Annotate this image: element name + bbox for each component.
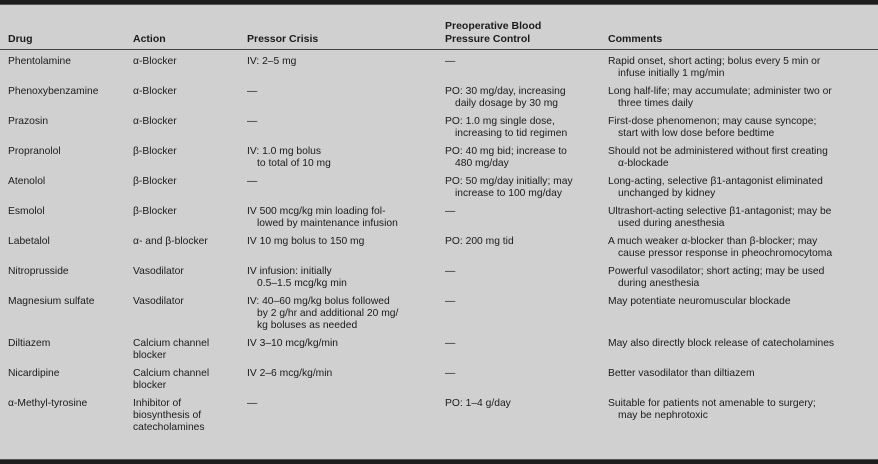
cell-line: α-Blocker xyxy=(133,56,177,67)
cell-line: Nicardipine xyxy=(8,368,60,379)
cell-preop xyxy=(437,336,600,366)
cell-line: three times daily xyxy=(618,98,693,109)
cell-line: May potentiate neuromuscular blockade xyxy=(608,296,791,307)
cell-pressor xyxy=(239,174,437,204)
table-row xyxy=(0,144,878,174)
cell-drug xyxy=(0,264,125,294)
cell-line: Phentolamine xyxy=(8,56,71,67)
cell-line: — xyxy=(247,86,258,97)
cell-line: IV: 2–5 mg xyxy=(247,56,297,67)
cell-line: unchanged by kidney xyxy=(618,188,716,199)
cell-preop xyxy=(437,144,600,174)
cell-line: Magnesium sulfate xyxy=(8,296,95,307)
cell-preop xyxy=(437,50,600,85)
cell-line: Atenolol xyxy=(8,176,46,187)
cell-line: — xyxy=(445,266,456,277)
cell-action xyxy=(125,50,239,85)
cell-line: IV: 1.0 mg bolus xyxy=(247,146,322,157)
header-drug xyxy=(0,5,125,50)
cell-pressor xyxy=(239,294,437,336)
cell-action xyxy=(125,204,239,234)
cell-comments xyxy=(600,366,878,396)
cell-drug xyxy=(0,336,125,366)
cell-line: PO: 1–4 g/day xyxy=(445,398,511,409)
cell-line: infuse initially 1 mg/min xyxy=(618,68,725,79)
cell-line: Action xyxy=(133,33,166,45)
cell-line: PO: 1.0 mg single dose, xyxy=(445,116,555,127)
cell-comments xyxy=(600,336,878,366)
cell-comments xyxy=(600,204,878,234)
cell-line: Drug xyxy=(8,33,33,45)
cell-comments xyxy=(600,294,878,336)
table-row xyxy=(0,294,878,336)
cell-drug xyxy=(0,366,125,396)
cell-line: kg boluses as needed xyxy=(257,320,358,331)
cell-comments xyxy=(600,174,878,204)
cell-line: used during anesthesia xyxy=(618,218,725,229)
cell-action xyxy=(125,234,239,264)
cell-line: IV: 40–60 mg/kg bolus followed xyxy=(247,296,390,307)
cell-line: Phenoxybenzamine xyxy=(8,86,99,97)
table-body xyxy=(0,50,878,439)
cell-line: start with low dose before bedtime xyxy=(618,128,775,139)
cell-line: IV 3–10 mcg/kg/min xyxy=(247,338,338,349)
table-frame xyxy=(0,4,878,460)
cell-line: — xyxy=(445,206,456,217)
table-row xyxy=(0,84,878,114)
cell-line: 0.5–1.5 mcg/kg min xyxy=(257,278,347,289)
cell-pressor xyxy=(239,264,437,294)
cell-line: Pressor Crisis xyxy=(247,33,319,45)
cell-comments xyxy=(600,84,878,114)
cell-line: — xyxy=(247,398,258,409)
cell-preop xyxy=(437,396,600,438)
cell-line: β-Blocker xyxy=(133,176,177,187)
cell-line: Comments xyxy=(608,33,663,45)
cell-line: may be nephrotoxic xyxy=(618,410,708,421)
cell-line: — xyxy=(445,338,456,349)
cell-line: Should not be administered without first creating xyxy=(608,146,828,157)
table-row xyxy=(0,234,878,264)
cell-drug xyxy=(0,204,125,234)
cell-line: daily dosage by 30 mg xyxy=(455,98,559,109)
cell-line: PO: 30 mg/day, increasing xyxy=(445,86,566,97)
cell-line: catecholamines xyxy=(133,422,205,433)
cell-drug xyxy=(0,234,125,264)
cell-pressor xyxy=(239,144,437,174)
cell-line: PO: 40 mg bid; increase to xyxy=(445,146,567,157)
cell-line: — xyxy=(445,296,456,307)
cell-preop xyxy=(437,84,600,114)
cell-line: α-blockade xyxy=(618,158,669,169)
cell-line: Labetalol xyxy=(8,236,50,247)
cell-pressor xyxy=(239,336,437,366)
cell-line: PO: 200 mg tid xyxy=(445,236,514,247)
cell-preop xyxy=(437,294,600,336)
table-row xyxy=(0,264,878,294)
cell-line: Preoperative Blood xyxy=(445,20,542,32)
cell-action xyxy=(125,366,239,396)
cell-pressor xyxy=(239,234,437,264)
cell-action xyxy=(125,294,239,336)
cell-drug xyxy=(0,114,125,144)
cell-drug xyxy=(0,50,125,85)
cell-line: — xyxy=(247,116,258,127)
cell-line: Vasodilator xyxy=(133,266,184,277)
cell-drug xyxy=(0,84,125,114)
cell-line: Suitable for patients not amenable to surgery; xyxy=(608,398,816,409)
cell-line: α- and β-blocker xyxy=(133,236,208,247)
cell-preop xyxy=(437,264,600,294)
cell-line: biosynthesis of xyxy=(133,410,202,421)
cell-comments xyxy=(600,114,878,144)
table-row xyxy=(0,114,878,144)
cell-drug xyxy=(0,294,125,336)
header-action xyxy=(125,5,239,50)
cell-line: cause pressor response in pheochromocytoma xyxy=(618,248,833,259)
header-preop-bp-control xyxy=(437,5,600,50)
cell-line: α-Blocker xyxy=(133,86,177,97)
cell-drug xyxy=(0,396,125,438)
cell-action xyxy=(125,264,239,294)
cell-action xyxy=(125,84,239,114)
cell-action xyxy=(125,114,239,144)
cell-line: Pressure Control xyxy=(445,33,531,45)
cell-pressor xyxy=(239,366,437,396)
cell-comments xyxy=(600,50,878,85)
cell-line: β-Blocker xyxy=(133,206,177,217)
cell-line: Propranolol xyxy=(8,146,61,157)
cell-pressor xyxy=(239,84,437,114)
cell-pressor xyxy=(239,114,437,144)
table-row xyxy=(0,336,878,366)
cell-line: IV 10 mg bolus to 150 mg xyxy=(247,236,365,247)
cell-action xyxy=(125,174,239,204)
cell-line: IV 500 mcg/kg min loading fol- xyxy=(247,206,386,217)
header-row xyxy=(0,5,878,50)
cell-line: — xyxy=(247,176,258,187)
cell-line: IV infusion: initially xyxy=(247,266,332,277)
header-pressor-crisis xyxy=(239,5,437,50)
cell-line: A much weaker α-blocker than β-blocker; may xyxy=(608,236,818,247)
cell-line: Calcium channel xyxy=(133,338,210,349)
cell-line: First-dose phenomenon; may cause syncope; xyxy=(608,116,817,127)
drug-table xyxy=(0,5,878,438)
cell-line: — xyxy=(445,368,456,379)
cell-line: lowed by maintenance infusion xyxy=(257,218,398,229)
cell-line: Better vasodilator than diltiazem xyxy=(608,368,755,379)
cell-line: increasing to tid regimen xyxy=(455,128,568,139)
cell-preop xyxy=(437,114,600,144)
cell-preop xyxy=(437,204,600,234)
cell-line: 480 mg/day xyxy=(455,158,509,169)
cell-action xyxy=(125,336,239,366)
cell-drug xyxy=(0,144,125,174)
cell-line: Rapid onset, short acting; bolus every 5 min or xyxy=(608,56,821,67)
cell-action xyxy=(125,396,239,438)
table-row xyxy=(0,174,878,204)
cell-line: Ultrashort-acting selective β1-antagonist; may be xyxy=(608,206,832,217)
cell-line: Diltiazem xyxy=(8,338,51,349)
cell-line: Nitroprusside xyxy=(8,266,69,277)
cell-line: increase to 100 mg/day xyxy=(455,188,563,199)
cell-comments xyxy=(600,396,878,438)
cell-line: — xyxy=(445,56,456,67)
cell-line: Inhibitor of xyxy=(133,398,182,409)
cell-line: α-Blocker xyxy=(133,116,177,127)
cell-pressor xyxy=(239,396,437,438)
cell-line: by 2 g/hr and additional 20 mg/ xyxy=(257,308,399,319)
cell-line: Long half-life; may accumulate; administer two or xyxy=(608,86,832,97)
cell-line: May also directly block release of catecholamines xyxy=(608,338,835,349)
cell-preop xyxy=(437,234,600,264)
cell-line: Prazosin xyxy=(8,116,49,127)
cell-line: β-Blocker xyxy=(133,146,177,157)
table-row xyxy=(0,50,878,85)
cell-drug xyxy=(0,174,125,204)
cell-comments xyxy=(600,144,878,174)
cell-line: IV 2–6 mcg/kg/min xyxy=(247,368,333,379)
cell-line: Powerful vasodilator; short acting; may be used xyxy=(608,266,825,277)
cell-action xyxy=(125,144,239,174)
cell-line: blocker xyxy=(133,380,167,391)
table-row xyxy=(0,204,878,234)
table-row xyxy=(0,396,878,438)
cell-comments xyxy=(600,264,878,294)
cell-line: Calcium channel xyxy=(133,368,210,379)
cell-comments xyxy=(600,234,878,264)
cell-preop xyxy=(437,366,600,396)
cell-line: PO: 50 mg/day initially; may xyxy=(445,176,573,187)
cell-pressor xyxy=(239,204,437,234)
table-row xyxy=(0,366,878,396)
cell-line: Vasodilator xyxy=(133,296,184,307)
cell-line: to total of 10 mg xyxy=(257,158,331,169)
cell-line: Long-acting, selective β1-antagonist eliminated xyxy=(608,176,823,187)
cell-pressor xyxy=(239,50,437,85)
cell-line: during anesthesia xyxy=(618,278,700,289)
cell-line: Esmolol xyxy=(8,206,45,217)
header-comments xyxy=(600,5,878,50)
cell-line: blocker xyxy=(133,350,167,361)
cell-line: α-Methyl-tyrosine xyxy=(8,398,88,409)
cell-preop xyxy=(437,174,600,204)
